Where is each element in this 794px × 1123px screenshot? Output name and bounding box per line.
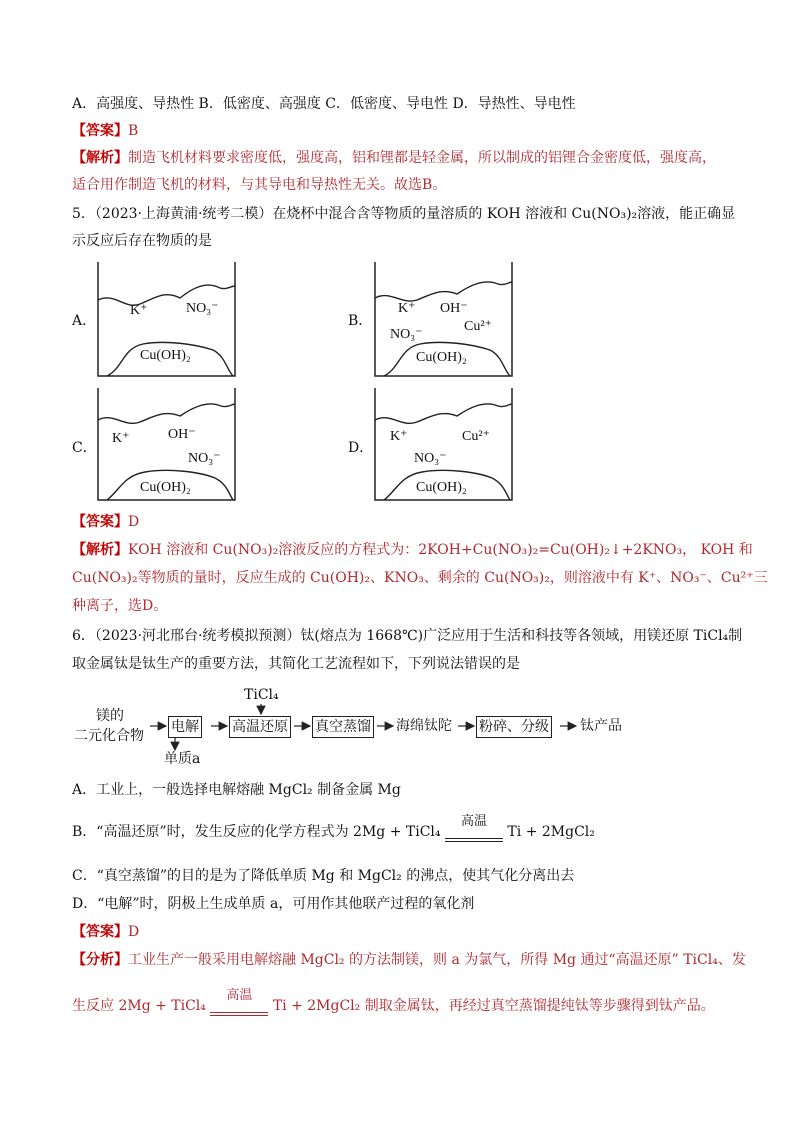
q5-analysis-line2: Cu(NO₃)₂等物质的量时，反应生成的 Cu(OH)₂、KNO₃、剩余的 Cu(NO₃)₂，则溶液中有 K⁺、NO₃⁻、Cu²⁺三 [72, 570, 768, 586]
flow-step-crushing: 粉碎、分级 [476, 716, 552, 738]
option-b-letter: B． [348, 313, 373, 329]
precipitate-label: Cu(OH)₂ [416, 350, 467, 365]
flow-reagent: TiCl₄ [244, 687, 279, 703]
answer-value: B [128, 123, 139, 139]
ion-label: K⁺ [390, 429, 408, 444]
equation-right: Ti + 2MgCl₂ 制取金属钛，再经过真空蒸馏提纯钛等步骤得到钛产品。 [272, 998, 715, 1014]
option-c-letter: C． [72, 440, 97, 456]
flow-byproduct: 单质a [164, 751, 201, 767]
flow-start-line2: 二元化合物 [74, 728, 144, 744]
analysis-text: 制造飞机材料要求密度低，强度高，铝和锂都是轻金属，所以制成的铝锂合金密度低，强度高， [128, 150, 716, 166]
q6-analysis-line1 [72, 950, 746, 970]
condition-label: 高温 [226, 988, 253, 1003]
q6-analysis-line2 [72, 988, 715, 1016]
equals-sign [445, 838, 503, 842]
equation-right: Ti + 2MgCl₂ [507, 824, 595, 840]
answer-value: D [128, 514, 140, 530]
q6-option-c: C．“真空蒸馏”的目的是为了降低单质 Mg 和 MgCl₂ 的沸点，使其气化分离出去 [72, 868, 575, 884]
answer-tag: 【答案】 [72, 514, 128, 530]
q4-options: A．高强度、导热性 B．低密度、高强度 C．低密度、导电性 D．导热性、导电性 [72, 96, 576, 112]
analysis-tag: 【分析】 [72, 952, 128, 968]
analysis-tag: 【解析】 [72, 150, 128, 166]
q6-stem-line1: 6．（2023·河北邢台·统考模拟预测）钛(熔点为 1668℃)广泛应用于生活和科技等各领域，用镁还原 TiCl₄制 [72, 628, 743, 644]
q4-analysis-line1 [72, 148, 716, 168]
q6-option-a: A．工业上，一般选择电解熔融 MgCl₂ 制备金属 Mg [72, 782, 401, 798]
q4-analysis-line2: 适合用作制造飞机的材料，与其导电和导热性无关。故选B。 [72, 177, 447, 193]
ion-label: NO₃⁻ [186, 301, 219, 316]
q6-answer-line [72, 922, 139, 942]
ion-label: K⁺ [398, 301, 416, 316]
q6-stem-line2: 取金属钛是钛生产的重要方法，其简化工艺流程如下，下列说法错误的是 [72, 656, 520, 672]
equation-left: 生反应 2Mg + TiCl₄ [72, 998, 206, 1014]
analysis-tag: 【解析】 [72, 542, 128, 558]
ion-label: NO₃⁻ [390, 327, 423, 342]
precipitate-label: Cu(OH)₂ [140, 480, 191, 495]
reaction-condition [210, 988, 268, 1016]
equals-sign [210, 1012, 268, 1016]
q5-analysis-line1 [72, 540, 753, 560]
precipitate-label: Cu(OH)₂ [140, 348, 191, 363]
q5-answer-line [72, 512, 139, 532]
q6-option-d: D．“电解”时，阴极上生成单质 a，可用作其他联产过程的氧化剂 [72, 896, 475, 912]
reaction-condition [445, 814, 503, 842]
q5-stem-line1: 5．（2023·上海黄浦·统考二模）在烧杯中混合含等物质的量溶质的 KOH 溶液和 Cu(NO₃)₂溶液，能正确显 [72, 206, 736, 222]
flow-product: 钛产品 [580, 718, 622, 734]
q5-stem-line2: 示反应后存在物质的是 [72, 233, 212, 249]
precipitate-label: Cu(OH)₂ [416, 480, 467, 495]
condition-label: 高温 [460, 814, 487, 829]
equation-left: B．“高温还原”时，发生反应的化学方程式为 2Mg + TiCl₄ [72, 824, 441, 840]
analysis-text: 工业生产一般采用电解熔融 MgCl₂ 的方法制镁，则 a 为氯气，所得 Mg 通过“高温还原” TiCl₄、发 [128, 952, 746, 968]
answer-tag: 【答案】 [72, 924, 128, 940]
ion-label: NO₃⁻ [188, 451, 221, 466]
option-a-letter: A． [72, 313, 97, 329]
flow-intermediate: 海绵钛陀 [396, 718, 452, 734]
ion-label: NO₃⁻ [414, 451, 447, 466]
answer-value: D [128, 924, 140, 940]
answer-tag: 【答案】 [72, 123, 128, 139]
flow-step-electrolysis: 电解 [168, 716, 202, 738]
flow-step-distillation: 真空蒸馏 [312, 716, 374, 738]
ion-label: Cu²⁺ [464, 319, 492, 334]
option-d-letter: D． [348, 440, 374, 456]
analysis-text: KOH 溶液和 Cu(NO₃)₂溶液反应的方程式为：2KOH+Cu(NO₃)₂=Cu(OH)₂↓+2KNO₃， KOH 和 [128, 542, 753, 558]
ion-label: OH⁻ [440, 301, 468, 316]
q4-answer-line [72, 121, 138, 141]
q5-analysis-line3: 种离子，选D。 [72, 598, 168, 614]
q6-option-b [72, 814, 595, 842]
ion-label: Cu²⁺ [462, 429, 490, 444]
ion-label: K⁺ [130, 303, 148, 318]
ion-label: OH⁻ [168, 427, 196, 442]
ion-label: K⁺ [112, 431, 130, 446]
flow-step-reduction: 高温还原 [229, 716, 291, 738]
flow-start-line1: 镁的 [96, 708, 124, 724]
